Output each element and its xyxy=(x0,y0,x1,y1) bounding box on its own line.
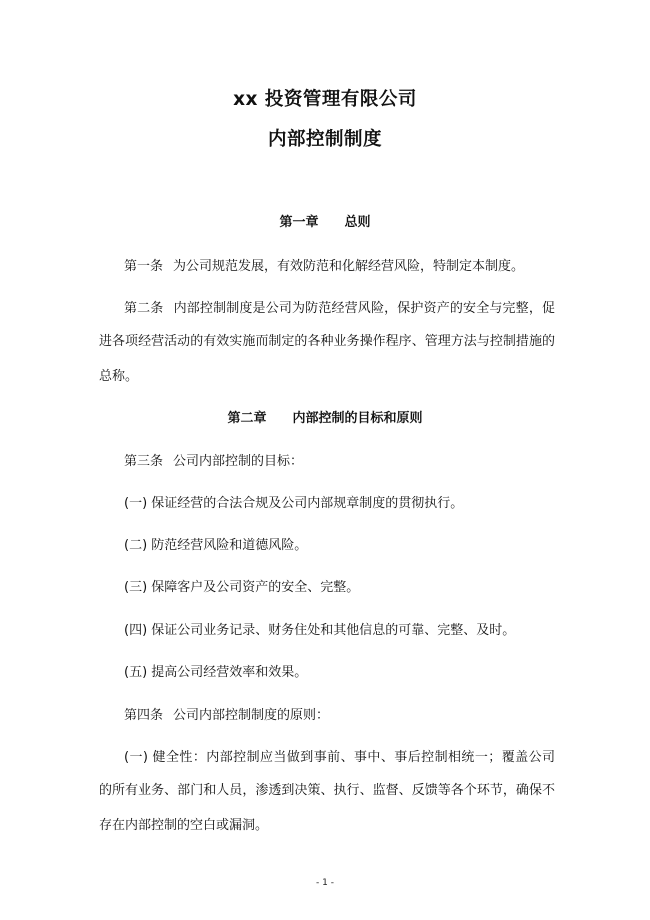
article-4-label: 第四条 xyxy=(124,708,164,723)
article-4-text: 公司内部控制制度的原则： xyxy=(173,708,330,723)
chapter-1-heading xyxy=(0,213,650,233)
chapter-2-heading xyxy=(0,409,650,429)
article-4-item-1-line-3: 存在内部控制的空白或漏洞。 xyxy=(99,818,269,833)
article-3-item-4: (四) 保证公司业务记录、财务住处和其他信息的可靠、完整、及时。 xyxy=(124,623,516,638)
article-3-item-1: (一) 保证经营的合法合规及公司内部规章制度的贯彻执行。 xyxy=(124,496,464,511)
article-2-line-1 xyxy=(124,299,555,319)
article-2-label: 第二条 xyxy=(124,301,164,316)
article-1 xyxy=(124,257,524,277)
article-3-item-2: (二) 防范经营风险和道德风险。 xyxy=(124,538,308,553)
article-4-item-1-line-1: (一) 健全性：内部控制应当做到事前、事中、事后控制相统一；覆盖公司 xyxy=(124,750,555,765)
chapter-2-name: 内部控制的目标和原则 xyxy=(292,411,423,426)
document-title-company: xx 投资管理有限公司 xyxy=(233,89,417,110)
article-1-label: 第一条 xyxy=(124,259,164,274)
article-1-text: 为公司规范发展，有效防范和化解经营风险，特制定本制度。 xyxy=(173,259,525,274)
article-3-item-3: (三) 保障客户及公司资产的安全、完整。 xyxy=(124,580,360,595)
article-3 xyxy=(124,452,303,472)
article-2-line-3: 总称。 xyxy=(99,369,139,384)
page-number: - 1 - xyxy=(316,878,334,888)
article-3-item-5: (五) 提高公司经营效率和效果。 xyxy=(124,665,308,680)
chapter-2-number: 第二章 xyxy=(227,411,267,426)
article-4-item-1-line-2: 的所有业务、部门和人员，渗透到决策、执行、监督、反馈等各个环节，确保不 xyxy=(99,783,555,798)
chapter-1-name: 总则 xyxy=(344,215,371,230)
chapter-1-number: 第一章 xyxy=(279,215,319,230)
article-3-text: 公司内部控制的目标： xyxy=(173,454,304,469)
article-2-line-2: 进各项经营活动的有效实施而制定的各种业务操作程序、管理方法与控制措施的 xyxy=(99,334,555,349)
article-2-text-1: 内部控制制度是公司为防范经营风险，保护资产的安全与完整，促 xyxy=(173,301,555,316)
document-title-system: 内部控制制度 xyxy=(267,129,382,150)
article-4 xyxy=(124,706,329,726)
article-3-label: 第三条 xyxy=(124,454,164,469)
